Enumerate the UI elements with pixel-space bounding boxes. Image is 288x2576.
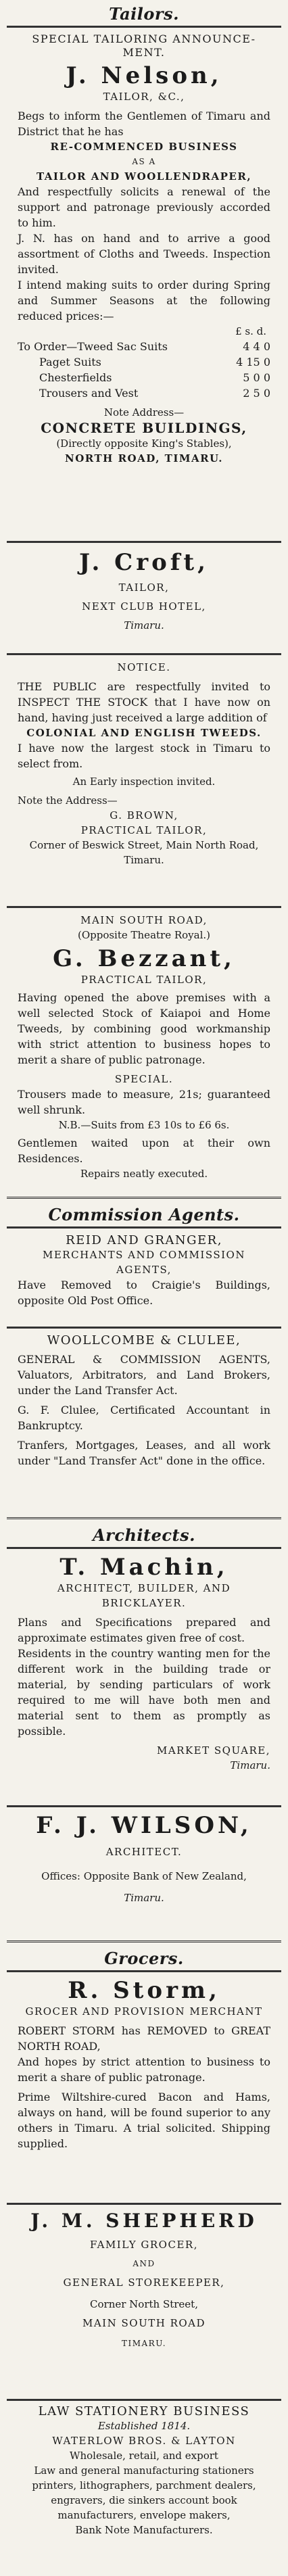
paragraph: Plans and Specifications prepared and approximate estimates given free of cost. bbox=[18, 1616, 270, 1644]
advertiser-name: WOOLLCOMBE & CLULEE, bbox=[47, 1333, 241, 1347]
section-heading-grocers bbox=[0, 1949, 288, 1968]
divider bbox=[7, 653, 281, 655]
paragraph: G. F. Clulee, Certificated Accountant in Bankruptcy. bbox=[18, 1404, 270, 1432]
divider bbox=[7, 541, 281, 543]
paragraph: Residents in the country wanting men for the different work in the building trade or material, by sending particulars of work required to me will have both men and material sent to them as promptly as possible. bbox=[18, 1647, 270, 1738]
ad-title: SPECIAL TAILORING ANNOUNCE- MENT. bbox=[32, 32, 256, 59]
advertiser-name: J. Nelson, bbox=[66, 62, 222, 89]
price-columns: £ s. d. bbox=[235, 325, 266, 337]
town-label: Timaru. bbox=[230, 1759, 270, 1771]
price-item: Trousers and Vest bbox=[39, 387, 139, 400]
paragraph: Repairs neatly executed. bbox=[80, 1168, 208, 1180]
divider bbox=[7, 1197, 281, 1201]
address-line: MAIN SOUTH ROAD bbox=[82, 2317, 206, 2329]
paragraph: J. N. has on hand and to arrive a good assortment of Cloths and Tweeds. Inspection invited. bbox=[18, 232, 270, 276]
advertiser-name: J. Croft, bbox=[79, 549, 209, 576]
divider bbox=[7, 906, 281, 908]
price-row bbox=[18, 354, 270, 370]
note-label: Note the Address— bbox=[18, 794, 118, 807]
address-line: CONCRETE BUILDINGS, bbox=[41, 420, 247, 436]
price-item: Chesterfields bbox=[39, 371, 112, 384]
note-label: Note Address— bbox=[103, 406, 185, 419]
price-item: To Order—Tweed Sac Suits bbox=[18, 340, 168, 353]
paragraph: Have Removed to Craigie's Buildings, opposite Old Post Office. bbox=[18, 1279, 270, 1307]
section-heading-tailors bbox=[0, 4, 288, 24]
connector-text: AND bbox=[133, 2259, 155, 2268]
paragraph: And respectfully solicits a renewal of the support and patronage previously accorded to him. bbox=[18, 185, 270, 229]
ad-waterlow bbox=[0, 2404, 288, 2537]
ad-bezzant bbox=[0, 913, 288, 1181]
price-list bbox=[18, 339, 270, 401]
ad-reid-granger bbox=[0, 1233, 288, 1308]
firm-name: WATERLOW BROS. & LAYTON bbox=[52, 2435, 236, 2447]
paragraph: Prime Wiltshire-cured Bacon and Hams, always on hand, will be found superior to any others in Timaru. A trial solicited. Shipping supplied. bbox=[18, 2091, 270, 2150]
ad-storm bbox=[0, 1977, 288, 2151]
paragraph: Law and general manufacturing stationers printers, lithographers, parchment dealers, engravers, die sinkers account book manufacturers, envelope makers, bbox=[32, 2464, 256, 2521]
ad-woollcombe bbox=[0, 1333, 288, 1469]
paragraph: Begs to inform the Gentlemen of Timaru and District that he has bbox=[18, 110, 270, 138]
divider bbox=[7, 1517, 281, 1522]
highlight-line: RE-COMMENCED BUSINESS bbox=[50, 141, 238, 153]
advertiser-name: R. Storm, bbox=[68, 1977, 220, 2004]
trade-label: TAILOR, &C., bbox=[103, 91, 185, 103]
paragraph: GENERAL & COMMISSION AGENTS, Valuators, Arbitrators, and Land Brokers, under the Land Transfer Act. bbox=[18, 1353, 270, 1397]
address-line: MAIN SOUTH ROAD, bbox=[80, 914, 208, 926]
section-heading-architects bbox=[0, 1525, 288, 1545]
advertiser-name: LAW STATIONERY BUSINESS bbox=[38, 2404, 250, 2418]
divider bbox=[7, 2399, 281, 2401]
ad-title: NOTICE. bbox=[117, 661, 171, 673]
ad-wilson bbox=[0, 1812, 288, 1905]
town-label: Timaru. bbox=[124, 1892, 164, 1904]
advertiser-name: T. Machin, bbox=[59, 1554, 229, 1581]
trade-label: TAILOR, bbox=[118, 581, 170, 594]
section-heading-agents bbox=[0, 1205, 288, 1224]
trade-label: PRACTICAL TAILOR, bbox=[80, 974, 208, 986]
address-line: Corner North Street, bbox=[90, 2298, 198, 2310]
price-row bbox=[18, 370, 270, 385]
trade-label: GENERAL STOREKEEPER, bbox=[63, 2276, 225, 2289]
heading-text: Grocers. bbox=[104, 1949, 184, 1968]
paragraph: Trousers made to measure, 21s; guaranteed well shrunk. bbox=[18, 1088, 270, 1116]
heading-text: Tailors. bbox=[109, 4, 179, 24]
paragraph: Wholesale, retail, and export bbox=[70, 2450, 218, 2462]
divider bbox=[7, 1970, 281, 1972]
highlight-line: COLONIAL AND ENGLISH TWEEDS. bbox=[26, 727, 262, 739]
divider bbox=[7, 1805, 281, 1807]
paragraph: Bank Note Manufacturers. bbox=[75, 2524, 213, 2536]
ad-brown bbox=[0, 660, 288, 867]
town-label: Timaru. bbox=[124, 619, 164, 631]
address-line: NEXT CLUB HOTEL, bbox=[82, 600, 206, 613]
price-value: 4 4 0 bbox=[243, 340, 270, 353]
price-value: 4 15 0 bbox=[236, 356, 270, 368]
heading-text: Commission Agents. bbox=[48, 1205, 240, 1224]
connector-text: AS A bbox=[132, 157, 156, 166]
divider bbox=[7, 26, 281, 28]
address-line: (Directly opposite King's Stables), bbox=[56, 437, 232, 450]
heading-text: Architects. bbox=[93, 1525, 195, 1545]
price-value: 5 0 0 bbox=[243, 371, 270, 384]
divider bbox=[7, 1327, 281, 1329]
advertiser-name: F. J. WILSON, bbox=[36, 1812, 252, 1839]
trade-label: ARCHITECT. bbox=[105, 1846, 183, 1858]
trade-label: MERCHANTS AND COMMISSION AGENTS, bbox=[43, 1249, 245, 1276]
highlight-line: TAILOR AND WOOLLENDRAPER, bbox=[36, 170, 252, 183]
price-value: 2 5 0 bbox=[243, 387, 270, 400]
paragraph: And hopes by strict attention to business to merit a share of public patronage. bbox=[18, 2055, 270, 2084]
ad-nelson bbox=[0, 32, 288, 466]
subheading: SPECIAL. bbox=[114, 1073, 174, 1085]
ad-shepherd bbox=[0, 2210, 288, 2351]
paragraph: ROBERT STORM has REMOVED to GREAT NORTH ROAD, bbox=[18, 2024, 270, 2053]
price-row bbox=[18, 385, 270, 401]
trade-label: GROCER AND PROVISION MERCHANT bbox=[25, 2005, 263, 2018]
paragraph: Having opened the above premises with a well selected Stock of Kaiapoi and Home Tweeds, by combining good workmanship with strict attention to business hopes to merit a share of public patronage. bbox=[18, 991, 270, 1066]
advertiser-name: G. BROWN, bbox=[110, 809, 178, 821]
town-label: TIMARU. bbox=[121, 2339, 167, 2348]
established-line: Established 1814. bbox=[97, 2420, 191, 2432]
advertiser-name: REID AND GRANGER, bbox=[66, 1233, 222, 1247]
paragraph: I have now the largest stock in Timaru to select from. bbox=[18, 742, 270, 770]
ad-machin bbox=[0, 1554, 288, 1773]
address-line: MARKET SQUARE, bbox=[156, 1744, 270, 1757]
price-row bbox=[18, 339, 270, 354]
paragraph: An Early inspection invited. bbox=[72, 776, 216, 788]
address-line: Corner of Beswick Street, Main North Road, Timaru. bbox=[29, 839, 259, 866]
paragraph: Gentlemen waited upon at their own Residences. bbox=[18, 1137, 270, 1165]
trade-label: PRACTICAL TAILOR, bbox=[80, 824, 208, 836]
address-line: Offices: Opposite Bank of New Zealand, bbox=[41, 1870, 247, 1882]
advertiser-name: G. Bezzant, bbox=[53, 945, 235, 972]
address-line: NORTH ROAD, TIMARU. bbox=[65, 452, 223, 464]
paragraph: I intend making suits to order during Spring and Summer Seasons at the following reduced prices:— bbox=[18, 279, 270, 323]
paragraph: N.B.—Suits from £3 10s to £6 6s. bbox=[58, 1119, 230, 1131]
divider bbox=[7, 2203, 281, 2205]
trade-label: ARCHITECT, BUILDER, AND BRICKLAYER. bbox=[57, 1582, 231, 1609]
divider bbox=[7, 1226, 281, 1229]
trade-label: FAMILY GROCER, bbox=[90, 2239, 198, 2251]
advertiser-name: J. M. SHEPHERD bbox=[30, 2210, 258, 2232]
paragraph: THE PUBLIC are respectfully invited to INSPECT THE STOCK that I have now on hand, having just received a large addition of bbox=[18, 680, 270, 724]
address-line: (Opposite Theatre Royal.) bbox=[77, 929, 211, 941]
divider bbox=[7, 1940, 281, 1945]
price-item: Paget Suits bbox=[39, 356, 101, 368]
divider bbox=[7, 1547, 281, 1549]
paragraph: Tranfers, Mortgages, Leases, and all work under "Land Transfer Act" done in the office. bbox=[18, 1439, 270, 1467]
ad-croft bbox=[0, 549, 288, 633]
